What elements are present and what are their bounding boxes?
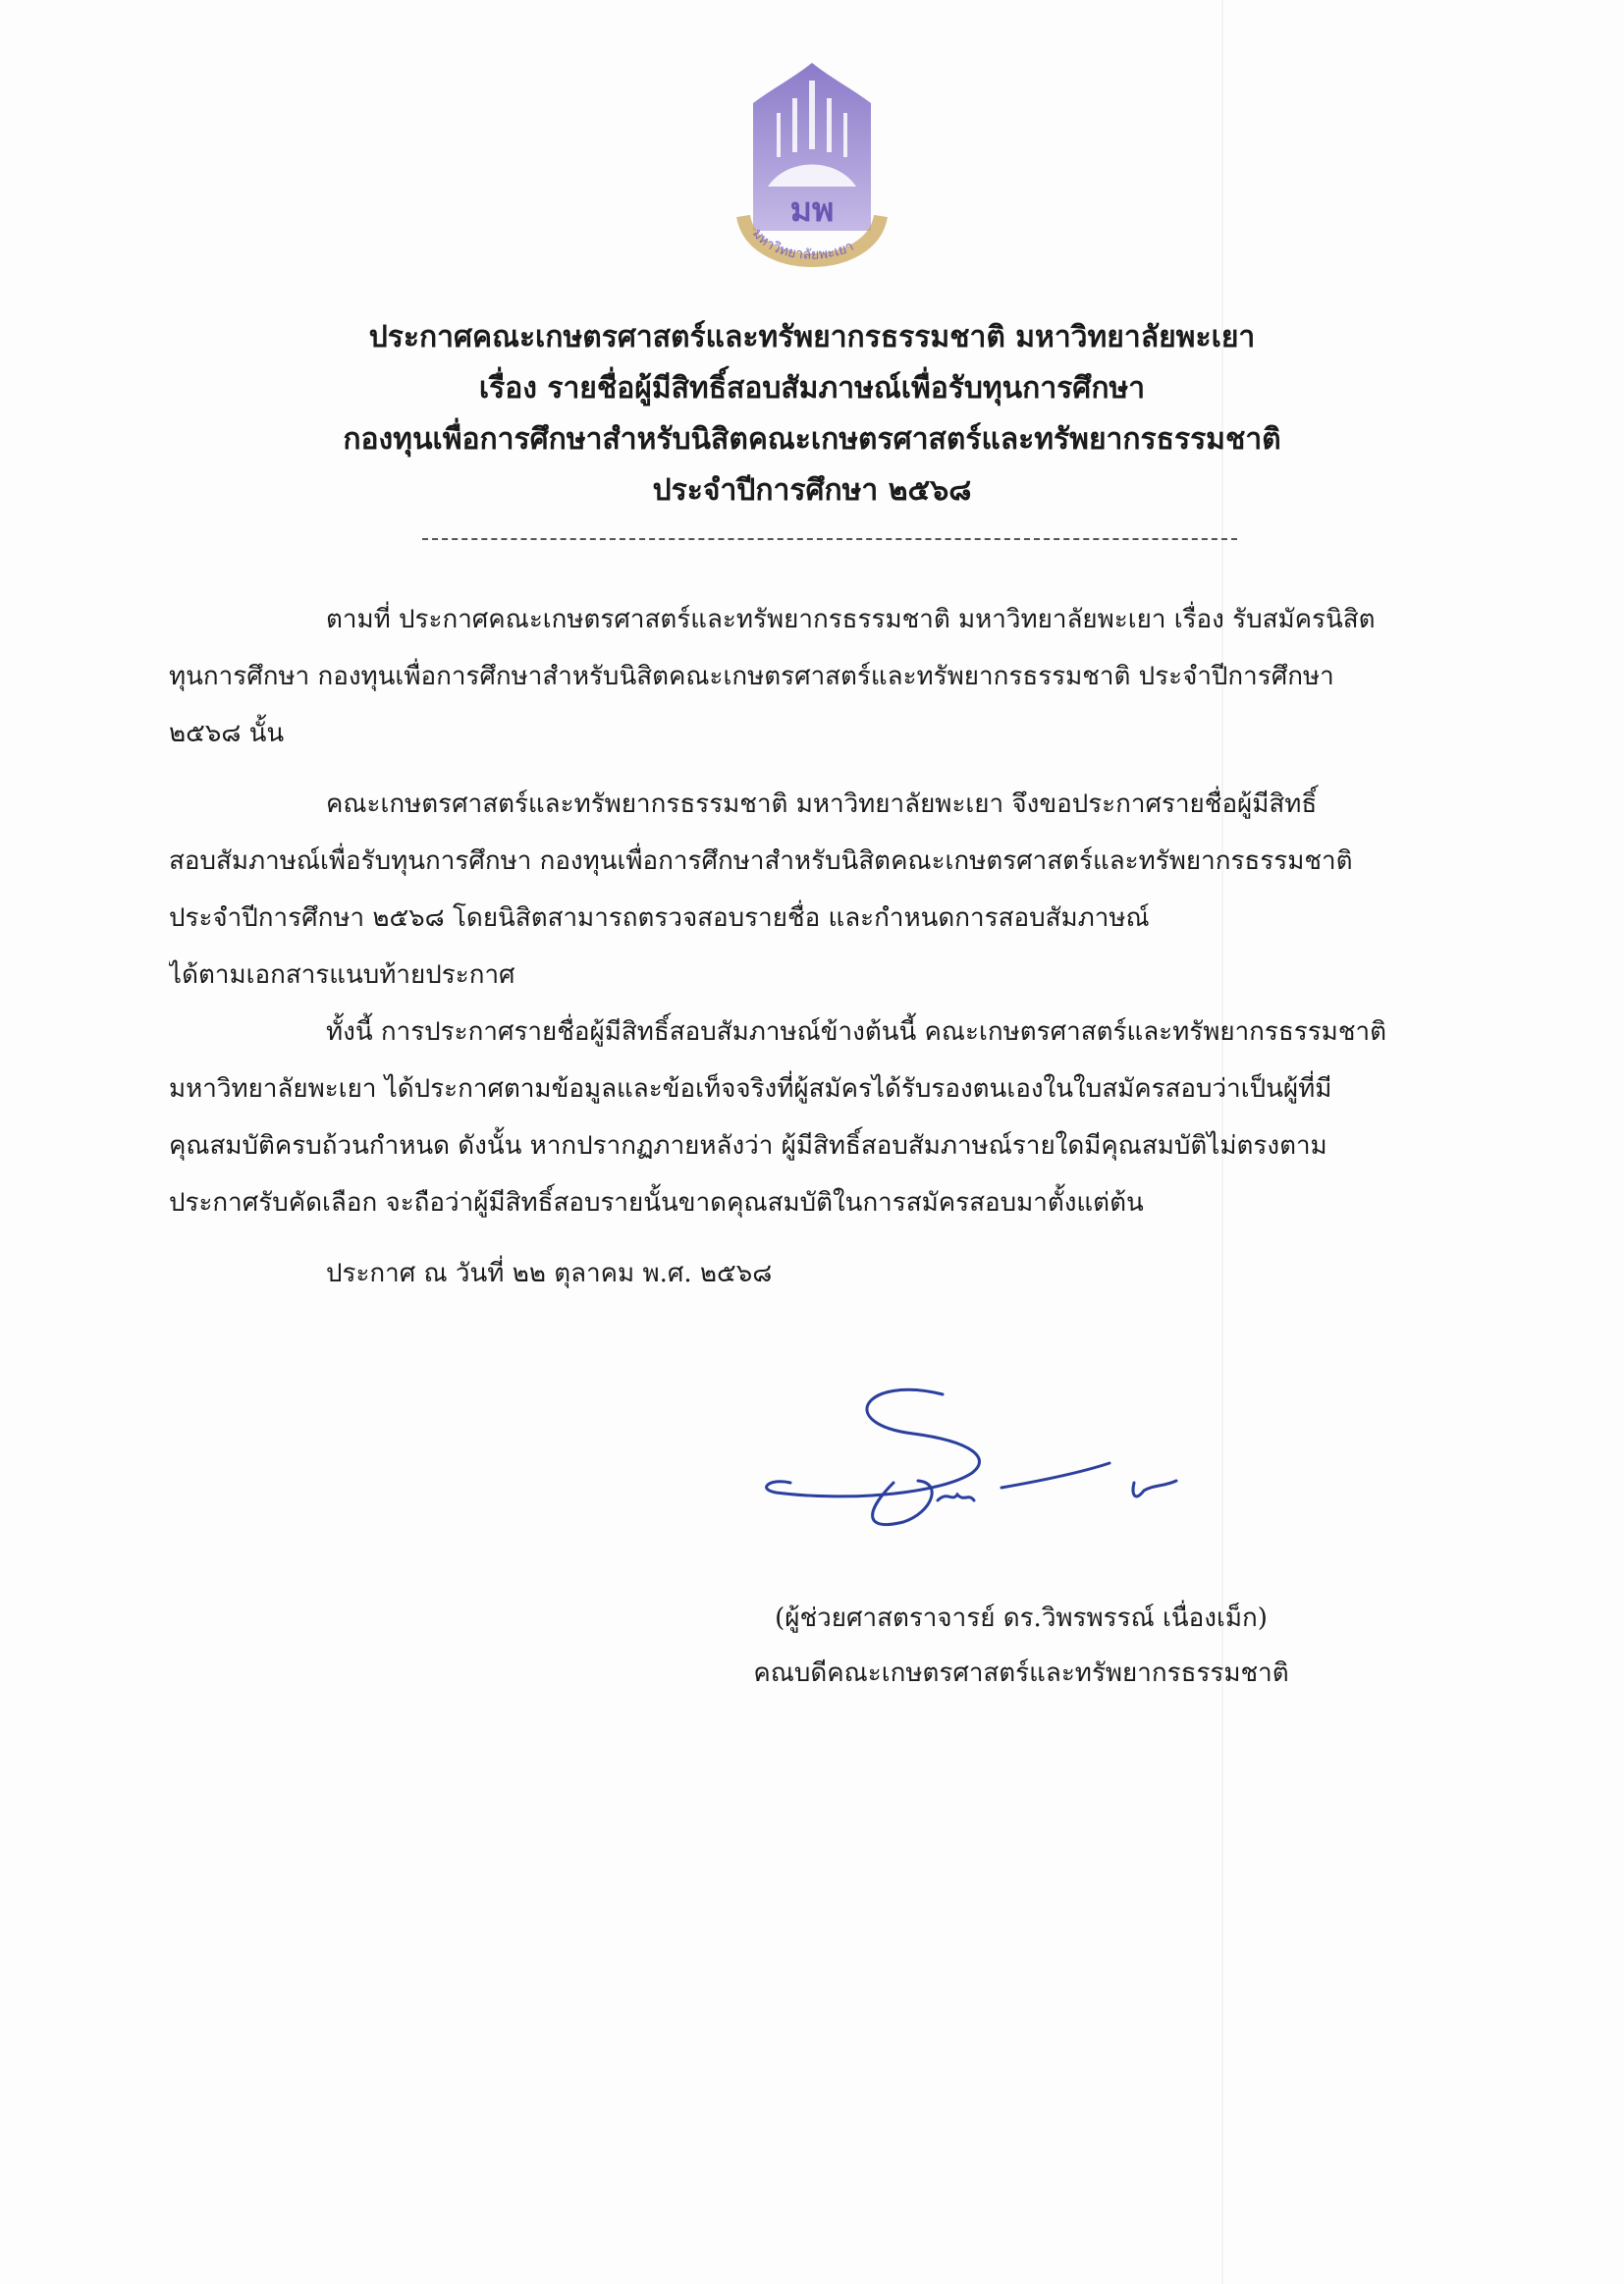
paragraph-1 <box>169 591 1449 762</box>
heading-line-3: กองทุนเพื่อการศึกษาสำหรับนิสิตคณะเกษตรศาสตร์และทรัพยากรธรรมชาติ <box>343 422 1281 457</box>
paragraph-2-line: ประจำปีการศึกษา ๒๕๖๘ โดยนิสิตสามารถตรวจสอบรายชื่อ และกำหนดการสอบสัมภาษณ์ <box>169 903 1150 933</box>
heading-line-2: เรื่อง รายชื่อผู้มีสิทธิ์สอบสัมภาษณ์เพื่อรับทุนการศึกษา <box>478 371 1146 406</box>
paragraph-3 <box>169 1004 1449 1231</box>
logo-mark-text: มพ <box>789 190 835 230</box>
heading-divider <box>422 538 1237 540</box>
heading-line-1: ประกาศคณะเกษตรศาสตร์และทรัพยากรธรรมชาติ มหาวิทยาลัยพะเยา <box>368 320 1256 354</box>
announcement-date: ประกาศ ณ วันที่ ๒๒ ตุลาคม พ.ศ. ๒๕๖๘ <box>326 1259 773 1288</box>
paragraph-2-line: สอบสัมภาษณ์เพื่อรับทุนการศึกษา กองทุนเพื่อการศึกษาสำหรับนิสิตคณะเกษตรศาสตร์และทรัพยากรธรรมชาติ <box>169 846 1353 876</box>
paragraph-3-line: ทั้งนี้ การประกาศรายชื่อผู้มีสิทธิ์สอบสัมภาษณ์ข้างต้นนี้ คณะเกษตรศาสตร์และทรัพยากรธรรมชาติ <box>326 1017 1386 1047</box>
paragraph-3-line: ประกาศรับคัดเลือก จะถือว่าผู้มีสิทธิ์สอบรายนั้นขาดคุณสมบัติในการสมัครสอบมาตั้งแต่ต้น <box>169 1188 1144 1218</box>
paragraph-2 <box>169 776 1449 1004</box>
paragraph-1-line: ตามที่ ประกาศคณะเกษตรศาสตร์และทรัพยากรธรรมชาติ มหาวิทยาลัยพะเยา เรื่อง รับสมัครนิสิต <box>326 605 1376 634</box>
heading-line-4: ประจำปีการศึกษา ๒๕๖๘ <box>652 473 972 508</box>
paragraph-3-line: คุณสมบัติครบถ้วนกำหนด ดังนั้น หากปรากฏภายหลังว่า ผู้มีสิทธิ์สอบสัมภาษณ์รายใดมีคุณสมบัติไม่ตรงตาม <box>169 1131 1327 1161</box>
paragraph-1-line: ๒๕๖๘ นั้น <box>169 719 285 748</box>
paragraph-2-line: คณะเกษตรศาสตร์และทรัพยากรธรรมชาติ มหาวิทยาลัยพะเยา จึงขอประกาศรายชื่อผู้มีสิทธิ์ <box>326 789 1318 819</box>
paragraph-3-line: มหาวิทยาลัยพะเยา ได้ประกาศตามข้อมูลและข้อเท็จจริงที่ผู้สมัครได้รับรองตนเองในใบสมัครสอบว่าเป็นผู้ที่มี <box>169 1074 1332 1104</box>
logo-ring-text: มหาวิทยาลัยพะเยา <box>748 226 857 263</box>
university-logo <box>714 59 910 299</box>
signer-name: (ผู้ช่วยศาสตราจารย์ ดร.วิพรพรรณ์ เนื่องเม็ก) <box>775 1604 1268 1633</box>
signer-title: คณบดีคณะเกษตรศาสตร์และทรัพยากรธรรมชาติ <box>753 1659 1289 1688</box>
announcement-heading <box>177 312 1447 517</box>
signature <box>746 1365 1208 1542</box>
paragraph-2-line: ได้ตามเอกสารแนบท้ายประกาศ <box>169 960 515 990</box>
paragraph-1-line: ทุนการศึกษา กองทุนเพื่อการศึกษาสำหรับนิสิตคณะเกษตรศาสตร์และทรัพยากรธรรมชาติ ประจำปีการศึกษา <box>169 662 1334 691</box>
